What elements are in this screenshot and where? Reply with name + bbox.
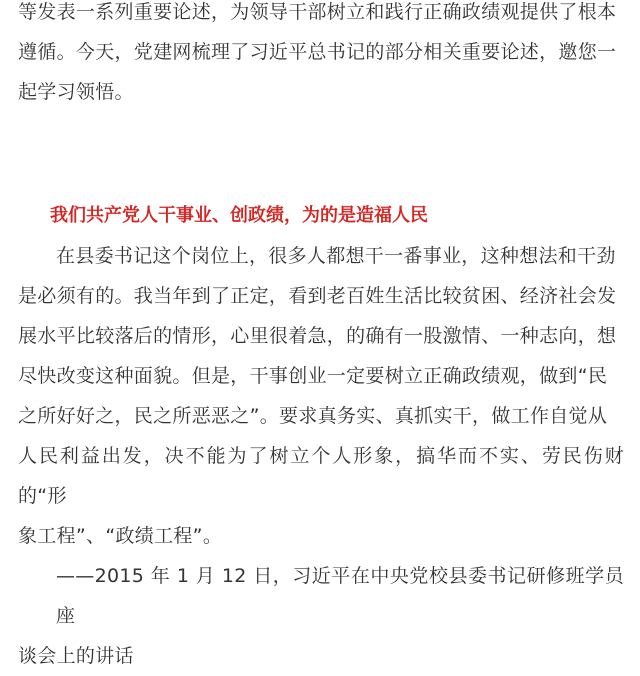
body-line-4: 尽快改变这种面貌。但是，干事创业一定要树立正确政绩观，做到“民 [18, 365, 608, 387]
body-line-7: 象工程”、“政绩工程”。 [18, 525, 223, 547]
body-line-5: 之所好好之，民之所恶恶之”。要求真务实、真抓实干，做工作自觉从 [18, 405, 608, 427]
body-line-2: 是必须有的。我当年到了正定，看到老百姓生活比较贫困、经济社会发 [18, 285, 617, 307]
intro-line-3: 起学习领悟。 [18, 81, 134, 103]
intro-line-2: 遵循。今天，党建网梳理了习近平总书记的部分相关重要论述，邀您一 [18, 41, 617, 63]
quote-source-line-1: ——2015 年 1 月 12 日，习近平在中央党校县委书记研修班学员座 [56, 565, 624, 627]
section-heading: 我们共产党人干事业、创政绩，为的是造福人民 [50, 205, 428, 226]
intro-line-1: 等发表一系列重要论述，为领导干部树立和践行正确政绩观提供了根本 [18, 1, 617, 23]
body-line-1: 在县委书记这个岗位上，很多人都想干一番事业，这种想法和干劲 [56, 245, 616, 267]
section-spacer [18, 112, 624, 196]
quote-source-line-2: 谈会上的讲话 [18, 645, 134, 667]
article-body [18, 0, 624, 676]
body-line-6: 人民利益出发，决不能为了树立个人形象，搞华而不实、劳民伤财的“形 [18, 445, 624, 507]
body-line-3: 展水平比较落后的情形，心里很着急，的确有一股激情、一种志向，想 [18, 325, 617, 347]
